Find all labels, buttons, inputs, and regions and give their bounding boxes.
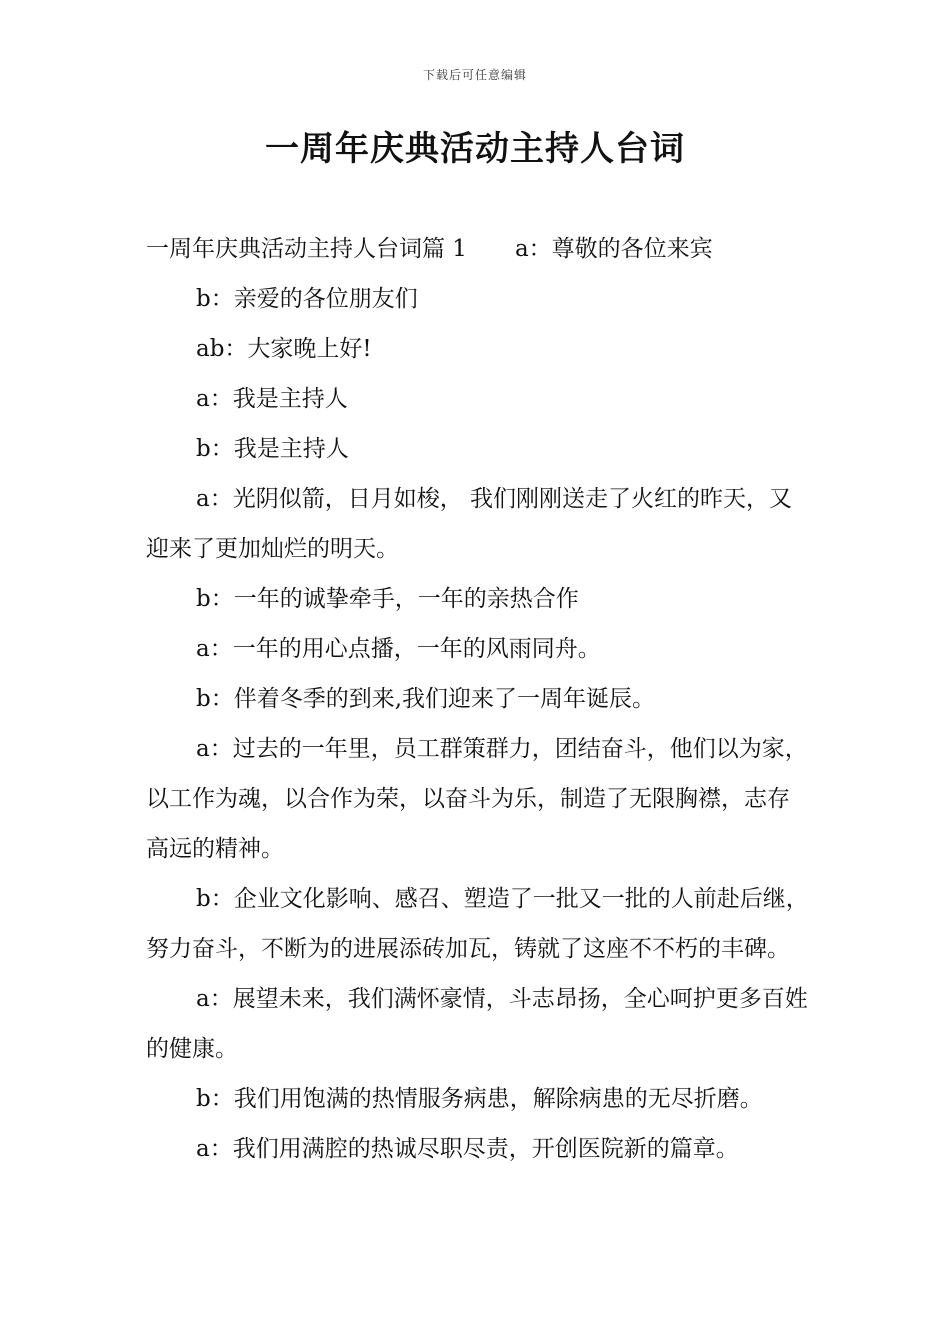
paragraph: a：我是主持人: [196, 386, 348, 412]
header-note: 下载后可任意编辑: [422, 68, 527, 82]
paragraph: b：企业文化影响、感召、塑造了一批又一批的人前赴后继，努力奋斗，不断为的进展添砖加瓦，铸就了这座不不朽的丰碑。: [146, 886, 809, 962]
first-paragraph: [146, 224, 810, 274]
document-title: 一周年庆典活动主持人台词: [265, 129, 685, 169]
paragraph: b：我们用饱满的热情服务病患，解除病患的无尽折磨。: [196, 1086, 763, 1112]
paragraph: a：一年的用心点播，一年的风雨同舟。: [196, 636, 601, 662]
section-heading: 一周年庆典活动主持人台词篇 1: [146, 236, 467, 262]
paragraph: a：过去的一年里，员工群策群力，团结奋斗，他们以为家，以工作为魂，以合作为荣，以奋斗为乐，制造了无限胸襟，志存高远的精神。: [146, 736, 808, 862]
paragraph: a：展望未来，我们满怀豪情，斗志昂扬，全心呵护更多百姓的健康。: [146, 986, 808, 1062]
document-body: [146, 224, 810, 1174]
paragraph: a：我们用满腔的热诚尽职尽责，开创医院新的篇章。: [196, 1136, 739, 1162]
paragraph: b：亲爱的各位朋友们: [196, 286, 418, 312]
paragraph: ab：大家晚上好!: [196, 336, 372, 362]
paragraph: b：我是主持人: [196, 436, 349, 462]
paragraph: a：光阴似箭，日月如梭， 我们刚刚送走了火红的昨天，又迎来了更加灿烂的明天。: [146, 486, 793, 562]
paragraph: b：伴着冬季的到来,我们迎来了一周年诞辰。: [196, 686, 656, 712]
paragraph: b：一年的诚挚牵手，一年的亲热合作: [196, 586, 579, 612]
opening-line: a：尊敬的各位来宾: [514, 236, 713, 262]
